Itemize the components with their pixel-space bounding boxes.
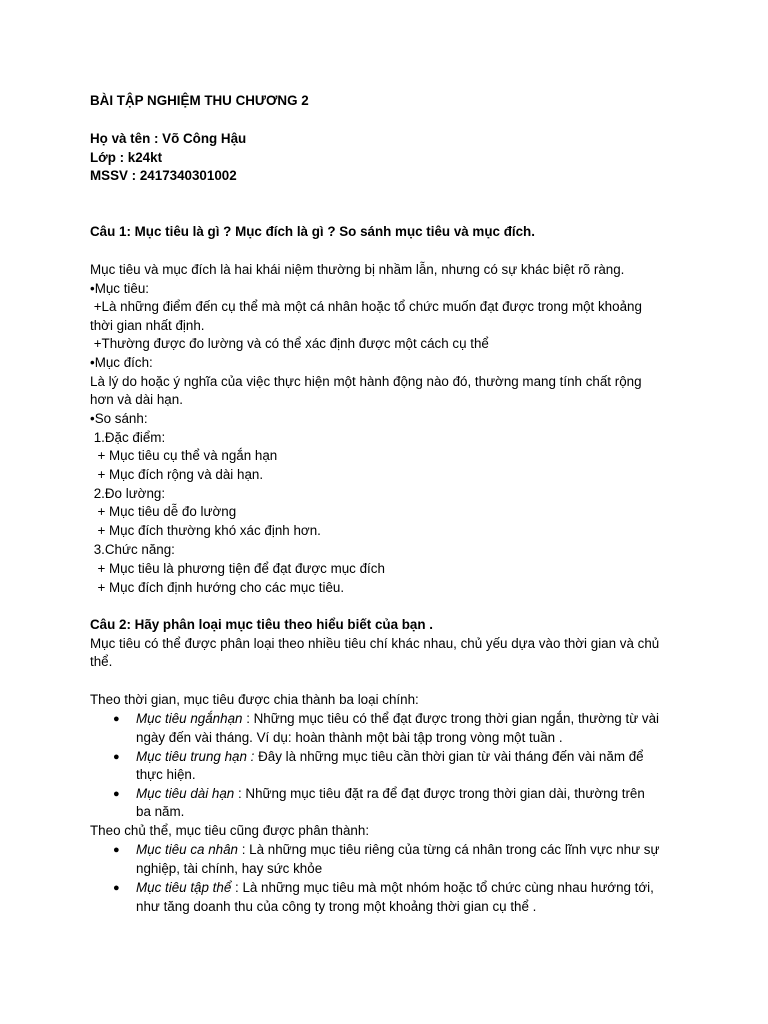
q2-intro-line: Mục tiêu có thể được phân loại theo nhiều tiêu chí khác nhau, chủ yếu dựa vào thời gian và chủ <box>90 636 660 651</box>
q1-line: thời gian nhất định. <box>90 318 205 333</box>
item-desc: : Là những mục tiêu mà một nhóm hoặc tổ chức cùng nhau hướng tới, <box>231 880 654 895</box>
q1-line: +Thường được đo lường và có thể xác định được một cách cụ thể <box>90 336 489 351</box>
q1-line: 2.Đo lường: <box>90 486 166 501</box>
student-class: Lớp : k24kt <box>90 150 163 165</box>
q1-line: + Mục đích thường khó xác định hơn. <box>90 523 321 538</box>
item-continuation: như tăng doanh thu của công ty trong một khoảng thời gian cụ thể . <box>136 899 537 914</box>
list-item <box>136 748 644 766</box>
q1-line: + Mục tiêu là phương tiện để đạt được mục đích <box>90 561 385 576</box>
list-item <box>136 785 645 803</box>
list-item <box>136 841 659 859</box>
q2-heading: Câu 2: Hãy phân loại mục tiêu theo hiểu biết của bạn . <box>90 617 434 632</box>
q1-line: +Là những điểm đến cụ thể mà một cá nhân hoặc tổ chức muốn đạt được trong một khoảng <box>90 299 642 314</box>
item-term: Mục tiêu trung hạn : <box>136 749 255 764</box>
bullet-icon: ● <box>113 844 120 856</box>
item-continuation: ba năm. <box>136 804 185 819</box>
student-id: MSSV : 2417340301002 <box>90 168 237 183</box>
item-desc: Đây là những mục tiêu cần thời gian từ vài tháng đến vài năm để <box>254 749 644 764</box>
item-continuation: nghiệp, tài chính, hay sức khỏe <box>136 861 323 876</box>
q1-line: + Mục tiêu dễ đo lường <box>90 504 237 519</box>
q1-line: Mục tiêu và mục đích là hai khái niệm thường bị nhầm lẫn, nhưng có sự khác biệt rõ ràng. <box>90 262 625 277</box>
q1-line: + Mục đích rộng và dài hạn. <box>90 467 264 482</box>
item-desc: : Những mục tiêu có thể đạt được trong thời gian ngắn, thường từ vài <box>242 711 659 726</box>
item-desc: : Những mục tiêu đặt ra để đạt được trong thời gian dài, thường trên <box>234 786 645 801</box>
time-intro: Theo thời gian, mục tiêu được chia thành ba loại chính: <box>90 692 419 707</box>
q1-line: + Mục tiêu cụ thể và ngắn hạn <box>90 448 278 463</box>
bullet-icon: ● <box>113 788 120 800</box>
q1-line: + Mục đích định hướng cho các mục tiêu. <box>90 580 345 595</box>
item-continuation: thực hiện. <box>136 767 196 782</box>
q1-line: •So sánh: <box>90 411 148 426</box>
q1-line: 1.Đặc điểm: <box>90 430 166 445</box>
doc-title: BÀI TẬP NGHIỆM THU CHƯƠNG 2 <box>90 93 309 108</box>
item-term: Mục tiêu ngắnhạn <box>136 711 243 726</box>
item-desc: : Là những mục tiêu riêng của từng cá nhân trong các lĩnh vực như sự <box>237 842 660 857</box>
q2-intro-line: thể. <box>90 654 113 669</box>
item-term: Mục tiêu dài hạn <box>136 786 235 801</box>
item-term: Mục tiêu ca nhân <box>136 842 238 857</box>
q1-line: hơn và dài hạn. <box>90 392 183 407</box>
bullet-icon: ● <box>113 713 120 725</box>
list-item <box>136 710 659 728</box>
q1-line: 3.Chức năng: <box>90 542 175 557</box>
item-continuation: ngày đến vài tháng. Ví dụ: hoàn thành một bài tập trong vòng một tuần . <box>136 730 563 745</box>
q1-heading: Câu 1: Mục tiêu là gì ? Mục đích là gì ? So sánh mục tiêu và mục đích. <box>90 224 535 239</box>
q1-line: •Mục tiêu: <box>90 281 150 296</box>
q1-line: Là lý do hoặc ý nghĩa của việc thực hiện một hành động nào đó, thường mang tính chất rộng <box>90 374 642 389</box>
item-term: Mục tiêu tập thể <box>136 880 232 895</box>
bullet-icon: ● <box>113 751 120 763</box>
student-name: Họ và tên : Võ Công Hậu <box>90 131 247 146</box>
subject-intro: Theo chủ thể, mục tiêu cũng được phân thành: <box>90 823 370 838</box>
bullet-icon: ● <box>113 882 120 894</box>
list-item <box>136 879 654 897</box>
q1-line: •Mục đích: <box>90 355 153 370</box>
